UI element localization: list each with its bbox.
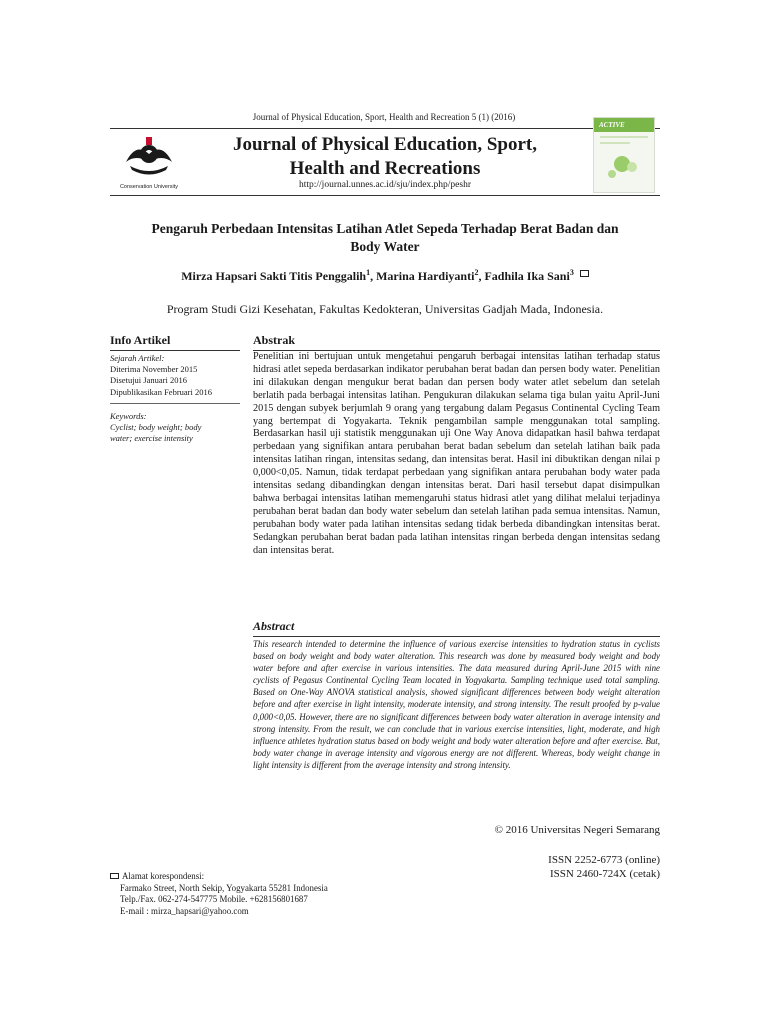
abstract-heading: Abstract [253,619,295,633]
info-heading-rule [110,350,240,351]
abstract-text: This research intended to determine the influence of various exercise intensities to hydration status in cyclists based on body weight and body water alteration. This research was done by measured body weight and body water before and after exercise in various intensities. The data measured during April-June 2015 with nine cyclists of Pegasus Continental Cycling Team located in Yogyakarta. Sampling technique used total sampling. Based on One-Way ANOVA statistical analysis, showed significant differences between body weight alteration before and after exercise in light intensity, moderate intensity, and strong intensity. The result proofed by p-value 0,000<0,05. However, there are no significant differences between body water alteration in average intensity and strong intensity. From the result, we can conclude that in various exercise intensities, light, moderate, and high influence athletes hydration status based on body weight and body water alteration before and after exercise. But, body water change in average intensity and vigorous energy are not different. Whereas, body weight change in light intensity is different from the average intensity and strong intensity. [253,639,660,770]
envelope-icon [110,873,119,879]
journal-cover-image [593,117,655,193]
copyright: © 2016 Universitas Negeri Semarang [494,824,660,836]
journal-title-line1: Journal of Physical Education, Sport, [232,134,538,155]
correspondence-phone: Telp./Fax. 062-274-547775 Mobile. +628156801687 [120,894,308,904]
journal-url[interactable]: http://journal.unnes.ac.id/sju/index.php/peshr [298,180,472,190]
abstrak-heading: Abstrak [253,333,296,347]
logo-text: Conservation University [119,184,179,190]
journal-title-line2: Health and Recreations [289,158,481,179]
cover-label: ACTIVE [594,118,654,132]
author-name: Marina Hardiyanti [376,269,475,283]
author-affiliation-mark: 1 [366,268,371,277]
university-logo-icon [118,132,180,192]
info-divider [110,403,240,404]
keywords-line: Cyclist; body weight; body [110,422,202,433]
cover-decoration [627,162,637,172]
cover-decoration [608,170,616,178]
article-history [110,353,240,398]
affiliation: Program Studi Gizi Kesehatan, Fakultas Kedokteran, Universitas Gadjah Mada, Indonesia. [166,302,604,316]
article-title-line2: Body Water [350,239,420,254]
envelope-icon [580,270,589,277]
abstract-heading-rule [253,636,660,637]
cover-decoration [600,142,630,144]
author-list: Mirza Hapsari Sakti Titis Penggalih$^1$, Marina Hardiyanti$^2$, Fadhila Ika Sani$^3$ [110,268,660,284]
issn-block [480,853,660,881]
correspondence-email[interactable]: E-mail : mirza_hapsari@yahoo.com [120,905,249,916]
issn-online: ISSN 2252-6773 (online) [548,854,660,866]
info-heading: Info Artikel [110,333,171,347]
article-title-line1: Pengaruh Perbedaan Intensitas Latihan Atlet Sepeda Terhadap Berat Badan dan [151,221,619,236]
author-name: Mirza Hapsari Sakti Titis Penggalih [181,269,367,283]
accepted-date: Disetujui Januari 2016 [110,375,187,386]
keywords-line: water; exercise intensity [110,433,193,444]
correspondence-address: Farmako Street, North Sekip, Yogyakarta 55281 Indonesia [120,882,328,893]
issn-print: ISSN 2460-724X (cetak) [550,868,660,880]
keywords-block [110,411,240,445]
header-top-rule [110,128,660,129]
journal-title [190,133,580,181]
abstrak-text: Penelitian ini bertujuan untuk mengetahui pengaruh berbagai intensitas latihan terhadap status hidrasi atlet sepeda berdasarkan indikator perubahan berat badan dan persen body water. Penelitian ini dilakukan dengan mengukur berat badan dan persen body water atlet sebelum dan setelah berlatih pada berbagai intensitas latihan. Pengukuran dilakukan selama tiga bulan yaitu April-Juni 2015 dengan subyek berjumlah 9 orang yang tergabung dalam Pegasus Continental Cycling Team yang bertempat di Yogyakarta. Teknik pengambilan sample menggunakan total sampling. Berdasarkan hasil uji statistik menggunakan uji One Way Anova didapatkan hasil bahwa terdapat perbedaan yang signifikan antara perubahan berat badan sebelum dan setelah latihan baik pada intensitas latihan ringan, intensitas sedang, dan intensitas berat. Hasil ini dibuktikan dengan nilai p 0,000<0,05. Namun, tidak terdapat perbedaan yang signifikan antara perubahan body water pada intensitas sedang dibandingkan dengan intensitas berat. Dari hasil tersebut dapat disimpulkan bahwa berbagai intensitas latihan memengaruhi status hidrasi atlet yang dilihat melalui terjadinya perubahan berat badan dan body water sebelum dan setelah latihan pada semua intensitas. Namun, perubahan body water pada latihan intensitas sedang tidak berbeda dibandingkan intensitas berat. Sedangkan perubahan berat badan pada latihan intensitas ringan berbeda dengan intensitas sedang dan intensitas berat. [253,351,660,556]
author-affiliation-mark: 3 [569,268,574,277]
author-affiliation-mark: 2 [474,268,479,277]
author-name: Fadhila Ika Sani [484,269,570,283]
running-head: Journal of Physical Education, Sport, Health and Recreation 5 (1) (2016) [252,112,516,122]
correspondence-block [110,871,410,917]
correspondence-label: Alamat korespondensi: [122,871,205,881]
cover-decoration [600,136,648,138]
received-date: Diterima November 2015 [110,364,198,375]
keywords-label: Keywords: [110,411,147,421]
history-label: Sejarah Artikel: [110,353,165,363]
article-title [110,220,660,256]
header-bottom-rule [110,195,660,196]
published-date: Dipublikasikan Februari 2016 [110,386,212,397]
